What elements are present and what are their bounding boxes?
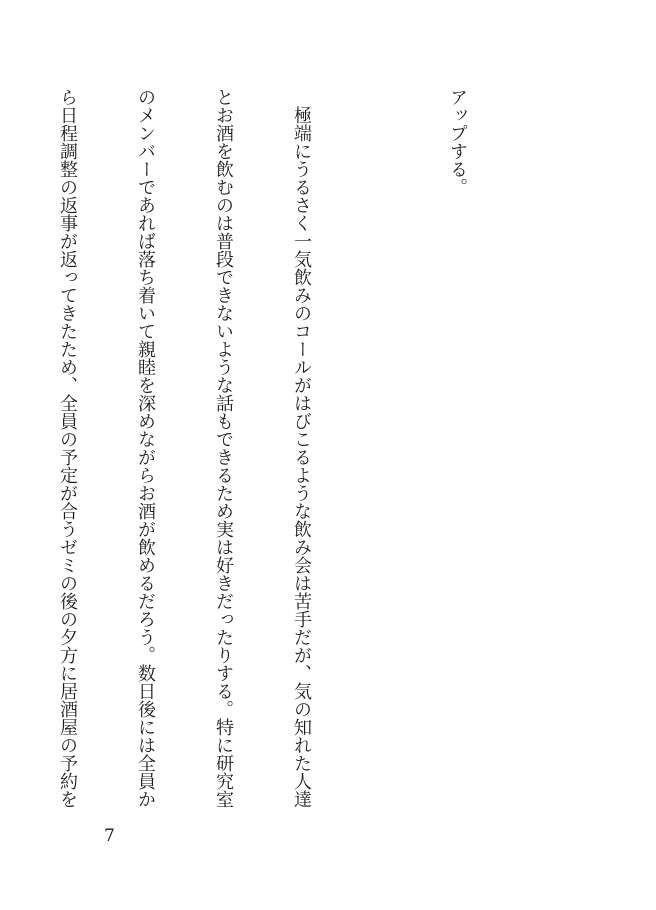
- page-number: 7: [104, 826, 115, 846]
- text-line: 極端にうるさく一気飲みのコールがはびこるような飲み会は苦手だが、気の知れた人達: [291, 88, 312, 808]
- vertical-text-body: [0, 88, 522, 828]
- text-line: アップする。: [447, 88, 468, 196]
- text-line: とお酒を飲むのは普段できないような話もできるため実は好きだったりする。特に研究室: [213, 88, 234, 808]
- blank-line: [366, 88, 392, 828]
- text-line: [0, 88, 2, 828]
- text-line: ら日程調整の返事が返ってきたため、全員の予定が合うゼミの後の夕方に居酒屋の予約を: [57, 88, 78, 808]
- text-line: のメンバーであれば落ち着いて親睦を深めながらお酒が飲めるだろう。数日後には全員か: [135, 88, 156, 808]
